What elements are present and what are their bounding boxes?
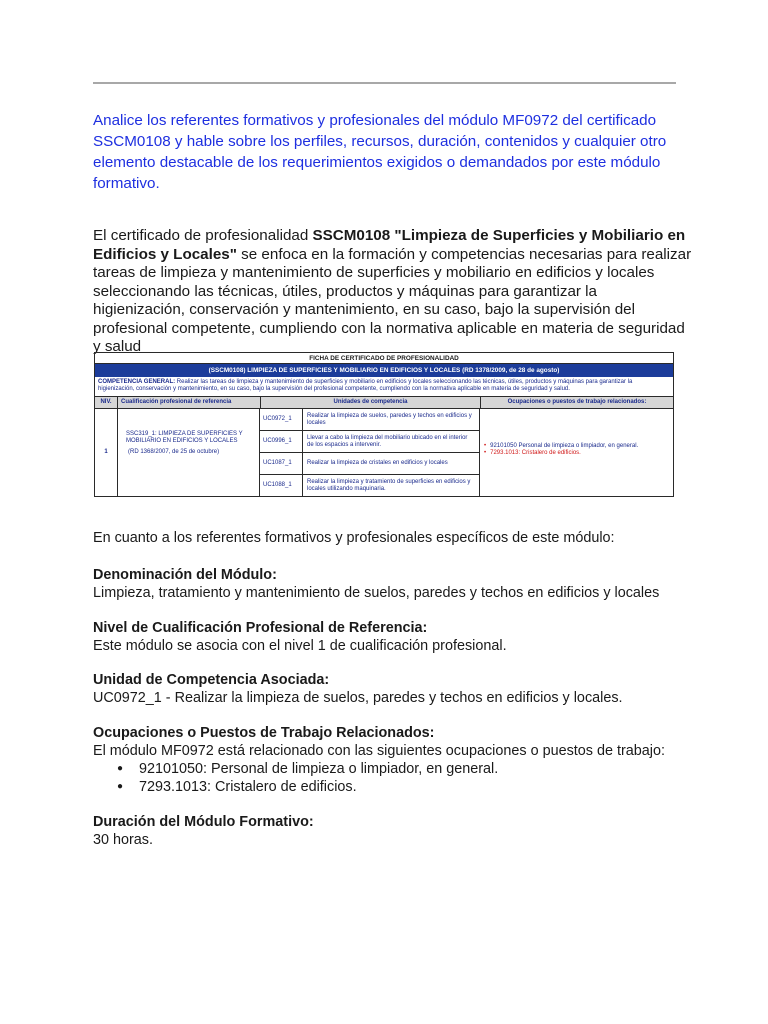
qualification-cell — [118, 409, 260, 496]
section-text: 30 horas. — [93, 832, 154, 848]
occupations-list — [93, 760, 693, 796]
horizontal-rule — [93, 82, 676, 84]
occupation-item: • 7293.1013: Cristalero de edificios. — [484, 450, 669, 457]
certificate-sheet-table — [94, 352, 674, 497]
referentes-intro: En cuanto a los referentes formativos y profesionales específicos de este módulo: — [93, 530, 615, 546]
unit-description: Llevar a cabo la limpieza del mobiliario ubicado en el interior de los espacios a intervenir. — [307, 434, 468, 448]
section-heading: Unidad de Competencia Asociada: — [93, 672, 330, 688]
section-heading: Duración del Módulo Formativo: — [93, 814, 314, 830]
unit-row — [260, 409, 479, 431]
section-denominacion — [93, 566, 693, 602]
unit-row — [260, 475, 479, 496]
section-heading: Nivel de Cualificación Profesional de Referencia: — [93, 620, 428, 636]
qualification-name: SSC319_1: LIMPIEZA DE SUPERFICIES Y MOBILIARIO EN EDIFICIOS Y LOCALES — [126, 431, 243, 444]
unit-row — [260, 453, 479, 475]
section-unidad — [93, 671, 693, 707]
sheet-body-row — [95, 409, 673, 496]
unit-description: Realizar la limpieza de suelos, paredes y techos en edificios y locales — [307, 412, 472, 426]
intro-post: se enfoca en la formación y competencias necesarias para realizar tareas de limpieza y mantenimiento de superficies y mobiliario en edificios y locales seleccionando las técnicas, útiles, productos y máquinas para garantizar la higienización, conservación y mantenimiento, en su caso, bajo la supervisión del profesional competente, cumpliendo con la normativa aplicable en materia de seguridad y salud — [93, 245, 692, 355]
intro-paragraph — [93, 227, 693, 357]
qualification-reference: (RD 1368/2007, de 25 de octubre) — [128, 449, 220, 455]
unit-description: Realizar la limpieza y tratamiento de superficies en edificios y locales utilizando maquinaria. — [307, 478, 471, 492]
units-cell — [260, 409, 480, 496]
list-item: ● 7293.1013: Cristalero de edificios. — [93, 778, 693, 796]
sheet-certificate-band: (SSCM0108) LIMPIEZA DE SUPERFICIES Y MOBILIARIO EN EDIFICIOS Y LOCALES (RD 1378/2009, de 28 de agosto) — [95, 364, 673, 377]
unit-description: Realizar la limpieza de cristales en edificios y locales — [307, 460, 448, 466]
header-niv: NIV. — [95, 397, 118, 408]
intro-pre: El certificado de profesionalidad — [93, 227, 313, 244]
occupation-item: • 92101050 Personal de limpieza o limpiador, en general. — [484, 443, 669, 450]
section-text: Este módulo se asocia con el nivel 1 de cualificación profesional. — [93, 638, 507, 654]
section-text: Limpieza, tratamiento y mantenimiento de suelos, paredes y techos en edificios y locales — [93, 585, 660, 601]
header-cualificacion: Cualificación profesional de referencia — [118, 397, 261, 408]
section-nivel — [93, 619, 693, 655]
sheet-title: FICHA DE CERTIFICADO DE PROFESIONALIDAD — [95, 353, 673, 364]
list-item: ● 92101050: Personal de limpieza o limpiador, en general. — [93, 760, 693, 778]
section-text: El módulo MF0972 está relacionado con las siguientes ocupaciones o puestos de trabajo: — [93, 743, 665, 759]
unit-code: UC0972_1 — [260, 409, 303, 430]
level-cell: 1 — [95, 409, 118, 496]
intro-certificate-name: SSCM0108 "Limpieza de Superficies y Mobiliario en Edificios y Locales" — [93, 227, 686, 263]
section-text: UC0972_1 - Realizar la limpieza de suelos, paredes y techos en edificios y locales. — [93, 690, 623, 706]
section-heading: Ocupaciones o Puestos de Trabajo Relacionados: — [93, 725, 435, 741]
competence-label: COMPETENCIA GENERAL: — [98, 379, 176, 385]
sheet-general-competence — [95, 377, 673, 397]
header-unidades: Unidades de competencia — [261, 397, 481, 408]
occupations-cell — [480, 409, 673, 496]
question-text: Analice los referentes formativos y profesionales del módulo MF0972 del certificado SSCM0108 y hable sobre los perfiles, recursos, duración, contenidos y cualquier otro elemento destacable de los requerimientos exigidos o demandados por este módulo formativo. — [93, 112, 667, 192]
unit-code: UC1088_1 — [260, 475, 303, 496]
header-ocupaciones: Ocupaciones o puestos de trabajo relacionados: — [507, 399, 647, 405]
competence-text: Realizar las tareas de limpieza y mantenimiento de superficies y mobiliario en edificios y locales seleccionando las técnicas, útiles, productos y máquinas para garantizar la higienización, conservación y mantenimiento, en su caso, bajo la supervisión del profesional competente, cumpliendo con la normativa aplicable en materia de seguridad y salud. — [98, 379, 633, 392]
unit-code: UC1087_1 — [260, 453, 303, 474]
unit-code: UC0996_1 — [260, 431, 303, 452]
sheet-header-row — [95, 397, 673, 409]
unit-row — [260, 431, 479, 453]
section-ocupaciones — [93, 724, 693, 796]
section-heading: Denominación del Módulo: — [93, 567, 277, 583]
section-duracion — [93, 813, 693, 849]
